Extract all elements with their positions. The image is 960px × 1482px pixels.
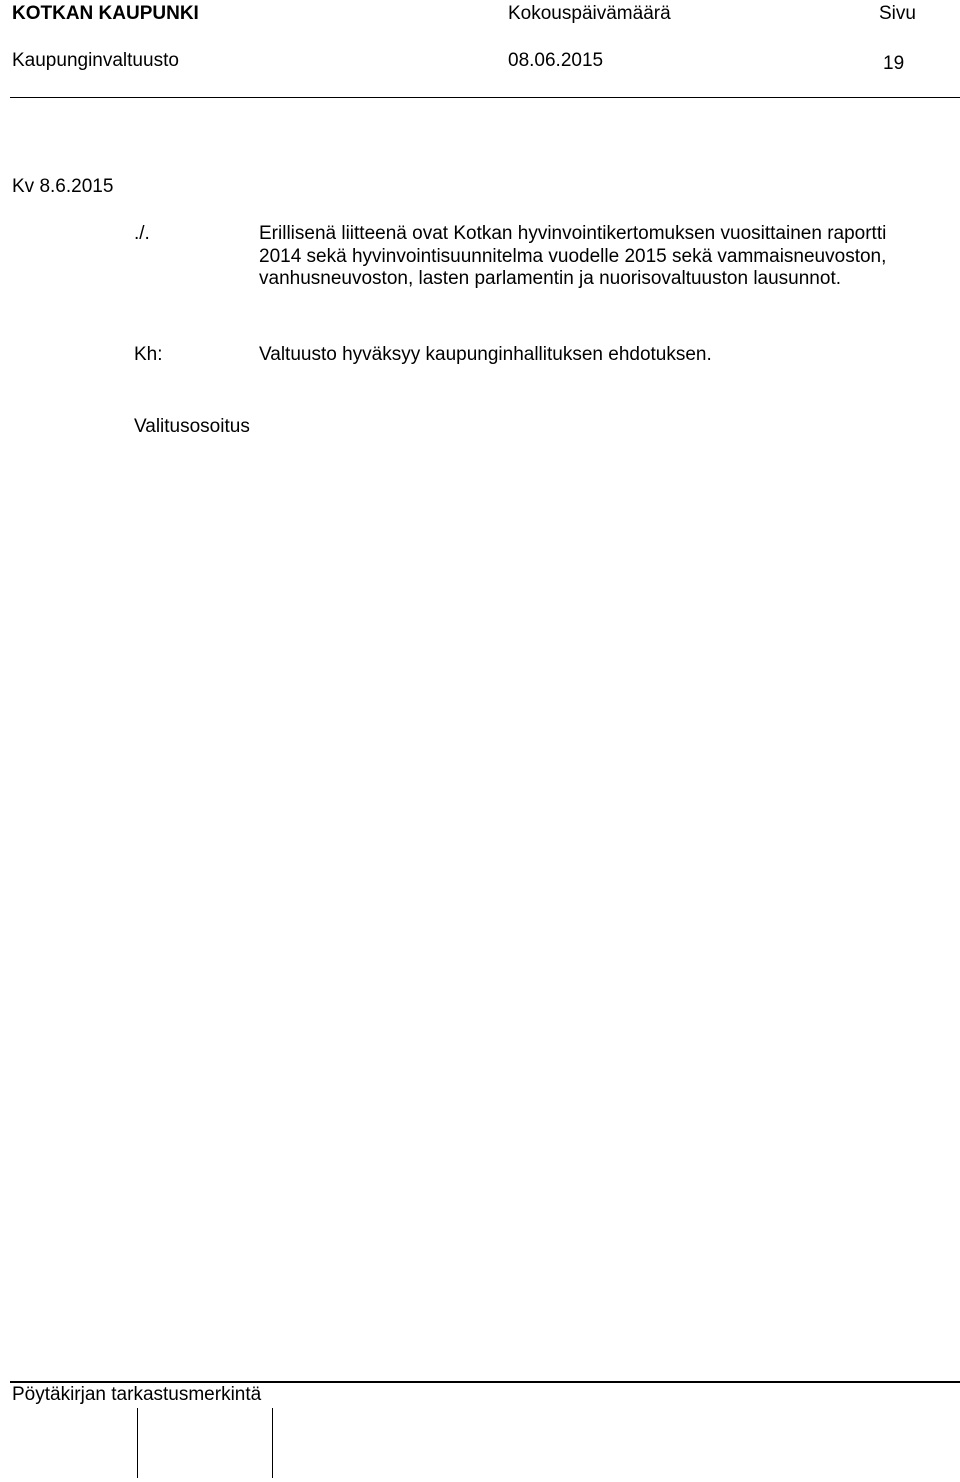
body-name: Kaupunginvaltuusto (12, 50, 179, 71)
paragraph-line: vanhusneuvoston, lasten parlamentin ja nuorisovaltuuston lausunnot. (259, 268, 841, 289)
paragraph-line: 2014 sekä hyvinvointisuunnitelma vuodelle 2015 sekä vammaisneuvoston, (259, 245, 887, 267)
page-number: 19 (883, 53, 905, 74)
signature-box-divider (137, 1408, 138, 1478)
footer-divider (10, 1381, 960, 1383)
org-name: KOTKAN KAUPUNKI (12, 3, 199, 24)
header-divider (10, 97, 960, 98)
meeting-reference: Kv 8.6.2015 (12, 176, 114, 197)
attachment-marker: ./. (134, 223, 150, 244)
meeting-date-label: Kokouspäivämäärä (508, 3, 671, 24)
signature-box-divider (272, 1408, 273, 1478)
meeting-date: 08.06.2015 (508, 50, 604, 71)
kh-label: Kh: (134, 344, 163, 365)
paragraph-line: Erillisenä liitteenä ovat Kotkan hyvinvointikertomuksen vuosittainen raportti (259, 223, 887, 244)
attachment-paragraph (259, 223, 959, 291)
kh-proposal: Valtuusto hyväksyy kaupunginhallituksen ehdotuksen. (259, 344, 712, 365)
appeal-heading: Valitusosoitus (134, 416, 250, 437)
inspection-mark-label: Pöytäkirjan tarkastusmerkintä (12, 1384, 262, 1405)
page-label: Sivu (879, 3, 916, 24)
